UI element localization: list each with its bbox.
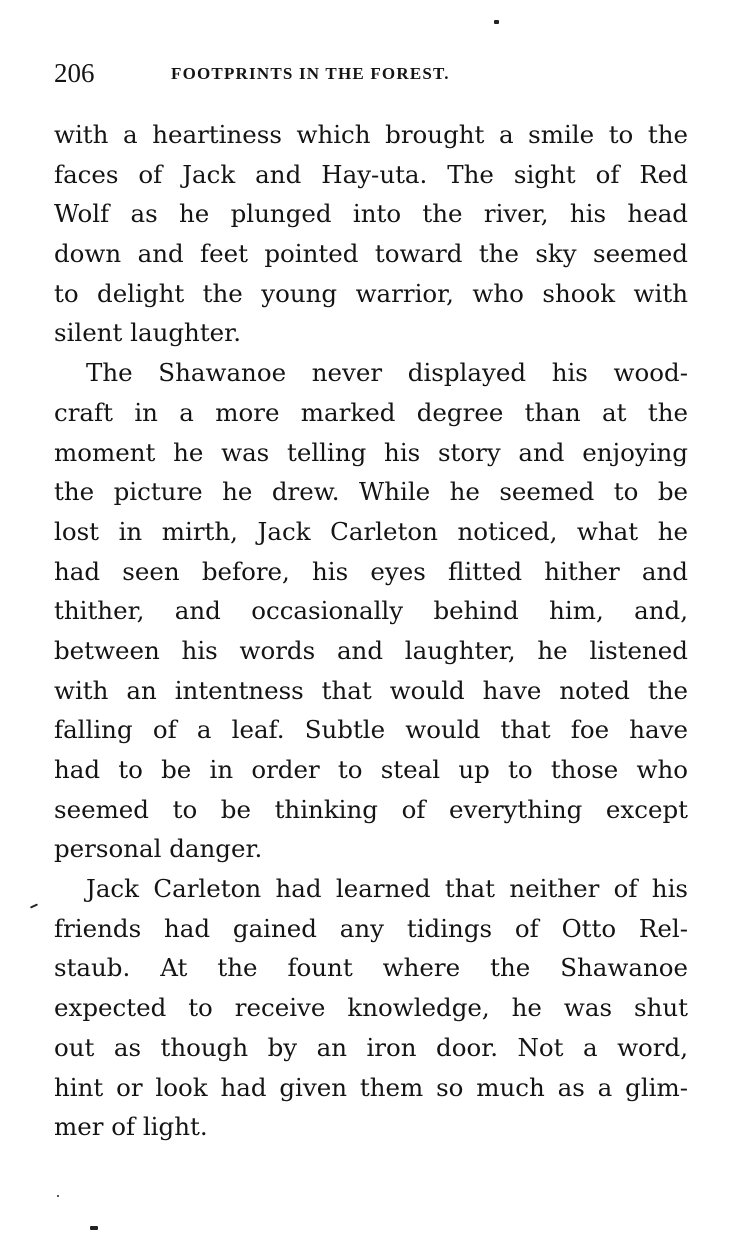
text-line: with a heartiness which brought a smile to the [54, 120, 688, 149]
scan-speck [494, 20, 499, 24]
text-line: between his words and laughter, he listened [54, 635, 688, 665]
text-line: staub. At the fount where the Shawanoe [54, 953, 688, 983]
text-line: craft in a more marked degree than at the [54, 397, 688, 427]
text-line: falling of a leaf. Subtle would that foe have [54, 715, 688, 745]
body-text [54, 115, 688, 1147]
text-line: with an intentness that would have noted the [54, 675, 688, 705]
text-line: hint or look had given them so much as a glim- [54, 1072, 688, 1102]
text-line: faces of Jack and Hay-uta. The sight of Red [54, 159, 688, 189]
text-line: moment he was telling his story and enjoying [54, 437, 688, 467]
text-line: thither, and occasionally behind him, and, [54, 596, 688, 626]
scan-speck [57, 1195, 59, 1197]
scan-speck [90, 1226, 98, 1230]
text-line: seemed to be thinking of everything except [54, 794, 688, 824]
page-header [54, 56, 684, 92]
text-line: personal danger. [54, 834, 263, 864]
text-line: the picture he drew. While he seemed to be [54, 477, 688, 507]
text-line: lost in mirth, Jack Carleton noticed, what he [54, 516, 688, 546]
text-line: had to be in order to steal up to those who [54, 755, 688, 784]
text-line: mer of light. [54, 1112, 208, 1142]
scan-speck [30, 903, 38, 908]
text-line: out as though by an iron door. Not a word, [54, 1032, 688, 1062]
text-line: silent laughter. [54, 318, 241, 348]
text-line: expected to receive knowledge, he was shut [54, 993, 688, 1023]
text-line: Jack Carleton had learned that neither of his [86, 874, 688, 904]
text-line: friends had gained any tidings of Otto Rel- [54, 913, 688, 943]
text-line: The Shawanoe never displayed his wood- [86, 358, 688, 388]
text-line: Wolf as he plunged into the river, his head [54, 199, 688, 229]
page-number: 206 [54, 58, 95, 88]
text-line: had seen before, his eyes flitted hither and [54, 556, 688, 586]
running-title: FOOTPRINTS IN THE FOREST. [171, 64, 450, 83]
text-line: down and feet pointed toward the sky seemed [54, 239, 688, 269]
text-line: to delight the young warrior, who shook with [54, 278, 688, 308]
